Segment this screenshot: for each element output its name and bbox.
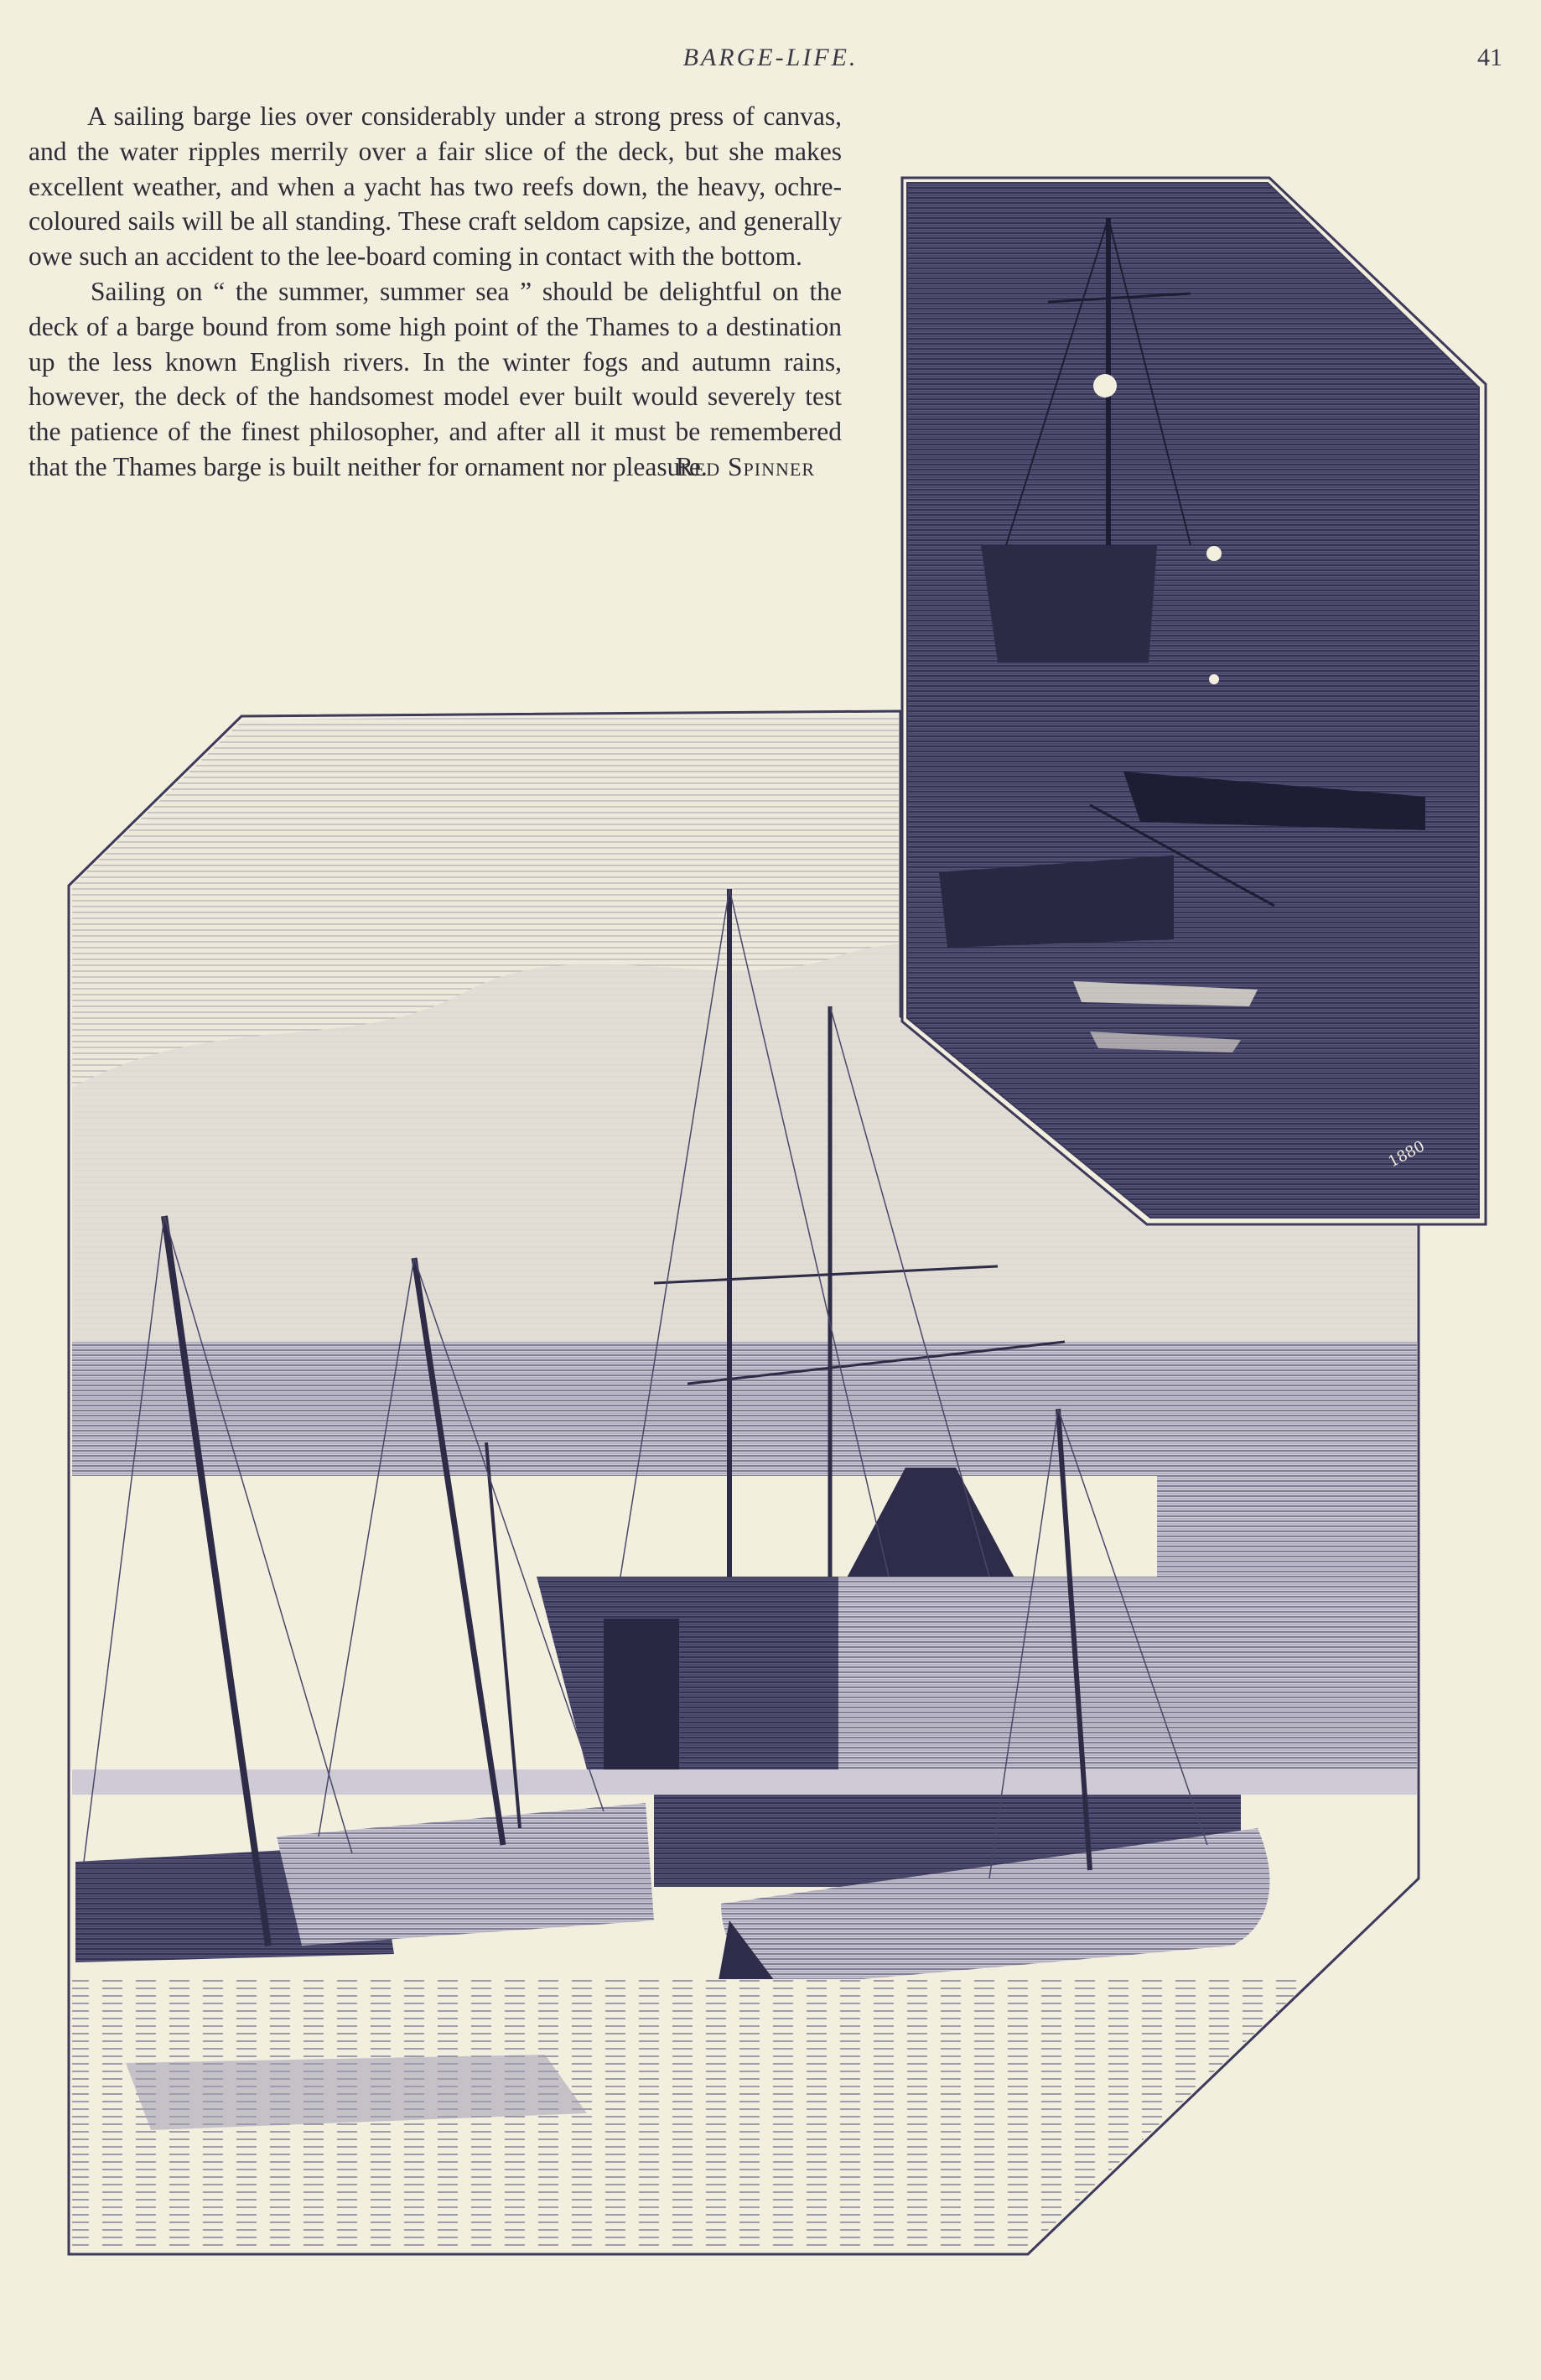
author-signature: Red Spinner [675,451,815,481]
inset-signature: 1880 [1385,1137,1428,1172]
running-title: BARGE-LIFE. [682,44,859,71]
paragraph-2-text: Sailing on “ the summer, summer sea ” should be delightful on the deck of a barge bound from some high point of the Thames to a destination up the less known English rivers. In the winter fogs and autumn rains, however, the deck of the handsomest model ever built would severely test the patience of the finest philosopher, and after all it must be remembered that the Thames barge is built neither for ornament nor pleasure. [29,276,842,481]
inset-engraving [902,178,1486,1224]
paragraph-1: A sailing barge lies over considerably under a strong press of canvas, and the water ripples merrily over a fair slice of the deck, but she makes excellent weather, and when a yacht has two reefs down, the heavy, ochre-coloured sails will be all standing. These craft seldom capsize, and generally owe such an accident to the lee-board coming in contact with the bottom. [29,101,842,272]
page-number: 41 [1477,44,1502,71]
